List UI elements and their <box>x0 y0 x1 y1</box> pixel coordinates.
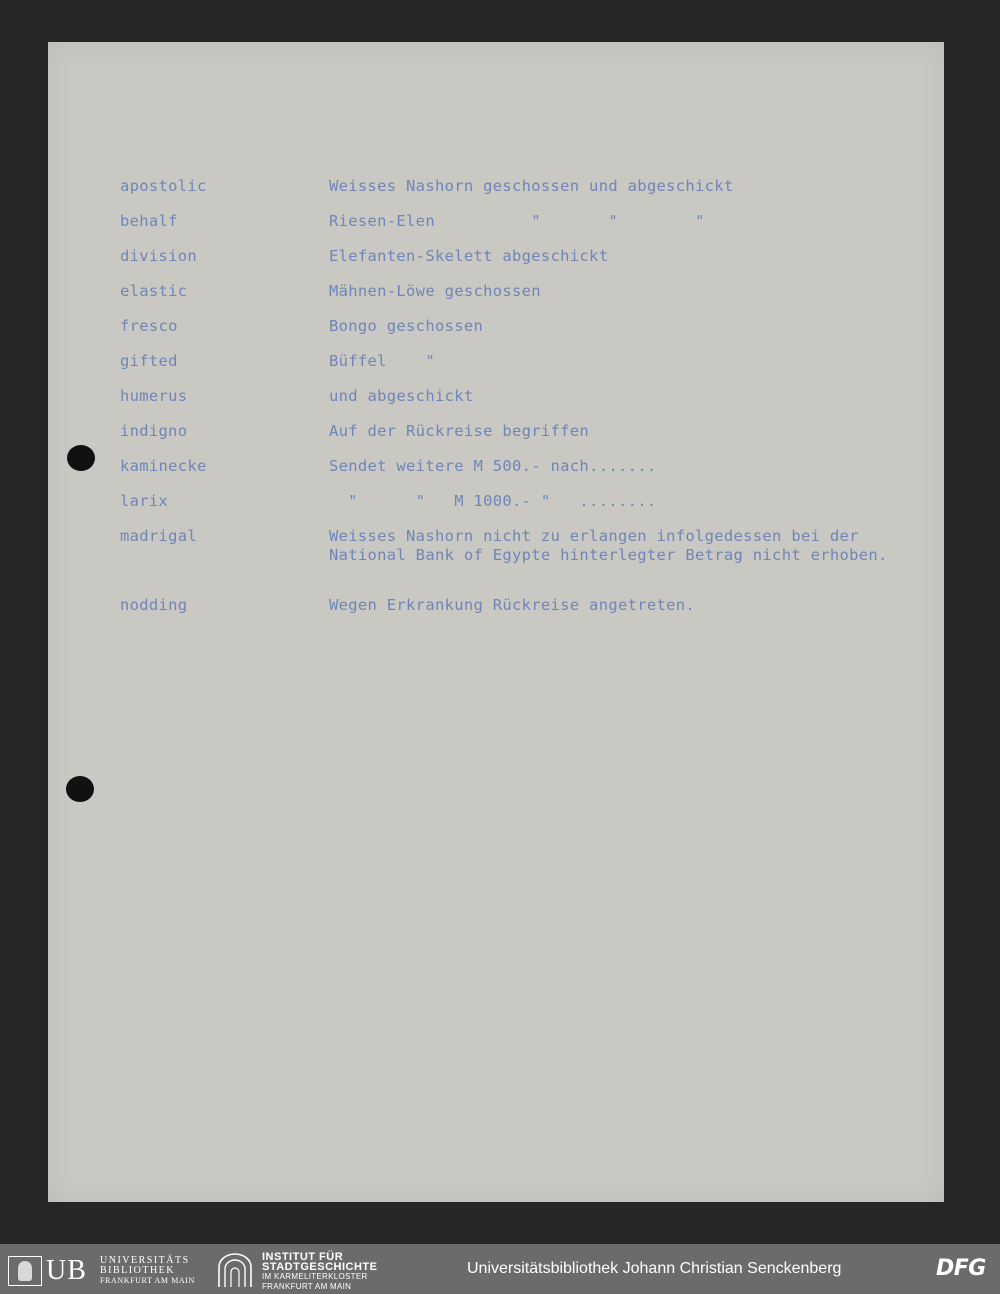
code-word: nodding <box>120 596 188 614</box>
code-word: division <box>120 247 198 265</box>
code-meaning: " " M 1000.- " ........ <box>329 492 657 510</box>
code-word: indigno <box>120 422 188 440</box>
ub-letters: UB <box>46 1255 87 1286</box>
dfg-logo[interactable]: DFG <box>936 1256 986 1281</box>
arch-icon <box>216 1253 254 1287</box>
code-meaning: Weisses Nashorn nicht zu erlangen infolgedessen bei der National Bank of Egypte hinterlegter Betrag nicht erhoben. <box>329 527 888 564</box>
code-word: gifted <box>120 352 178 370</box>
isg-line: STADTGESCHICHTE <box>262 1261 378 1273</box>
ub-line: BIBLIOTHEK <box>100 1265 175 1276</box>
code-word: fresco <box>120 317 178 335</box>
footer-bar <box>0 1244 1000 1294</box>
portrait-icon <box>8 1256 42 1286</box>
code-meaning: Wegen Erkrankung Rückreise angetreten. <box>329 596 696 614</box>
isg-line: FRANKFURT AM MAIN <box>262 1282 352 1291</box>
code-meaning: und abgeschickt <box>329 387 474 405</box>
code-word: larix <box>120 492 169 510</box>
code-meaning: Riesen-Elen " " " <box>329 212 705 230</box>
isg-line: IM KARMELITERKLOSTER <box>262 1272 368 1281</box>
isg-line: INSTITUT FÜR <box>262 1251 344 1263</box>
code-meaning: Elefanten-Skelett abgeschickt <box>329 247 609 265</box>
code-word: kaminecke <box>120 457 207 475</box>
code-meaning: Büffel " <box>329 352 435 370</box>
ub-line: FRANKFURT AM MAIN <box>100 1276 195 1285</box>
isg-logo-text <box>262 1252 377 1292</box>
ub-line: UNIVERSITÄTS <box>100 1255 190 1266</box>
code-meaning: Auf der Rückreise begriffen <box>329 422 590 440</box>
ub-logo-text <box>100 1256 195 1286</box>
code-word: madrigal <box>120 527 198 545</box>
code-word: behalf <box>120 212 178 230</box>
code-meaning: Mähnen-Löwe geschossen <box>329 282 541 300</box>
isg-logo[interactable] <box>216 1251 416 1291</box>
code-word: elastic <box>120 282 188 300</box>
code-meaning: Bongo geschossen <box>329 317 484 335</box>
code-word: apostolic <box>120 177 207 195</box>
code-word: humerus <box>120 387 188 405</box>
library-name[interactable]: Universitätsbibliothek Johann Christian Senckenberg <box>467 1260 842 1277</box>
code-meaning: Sendet weitere M 500.- nach....... <box>329 457 657 475</box>
code-meaning: Weisses Nashorn geschossen und abgeschickt <box>329 177 734 195</box>
ub-logo[interactable] <box>8 1253 208 1287</box>
